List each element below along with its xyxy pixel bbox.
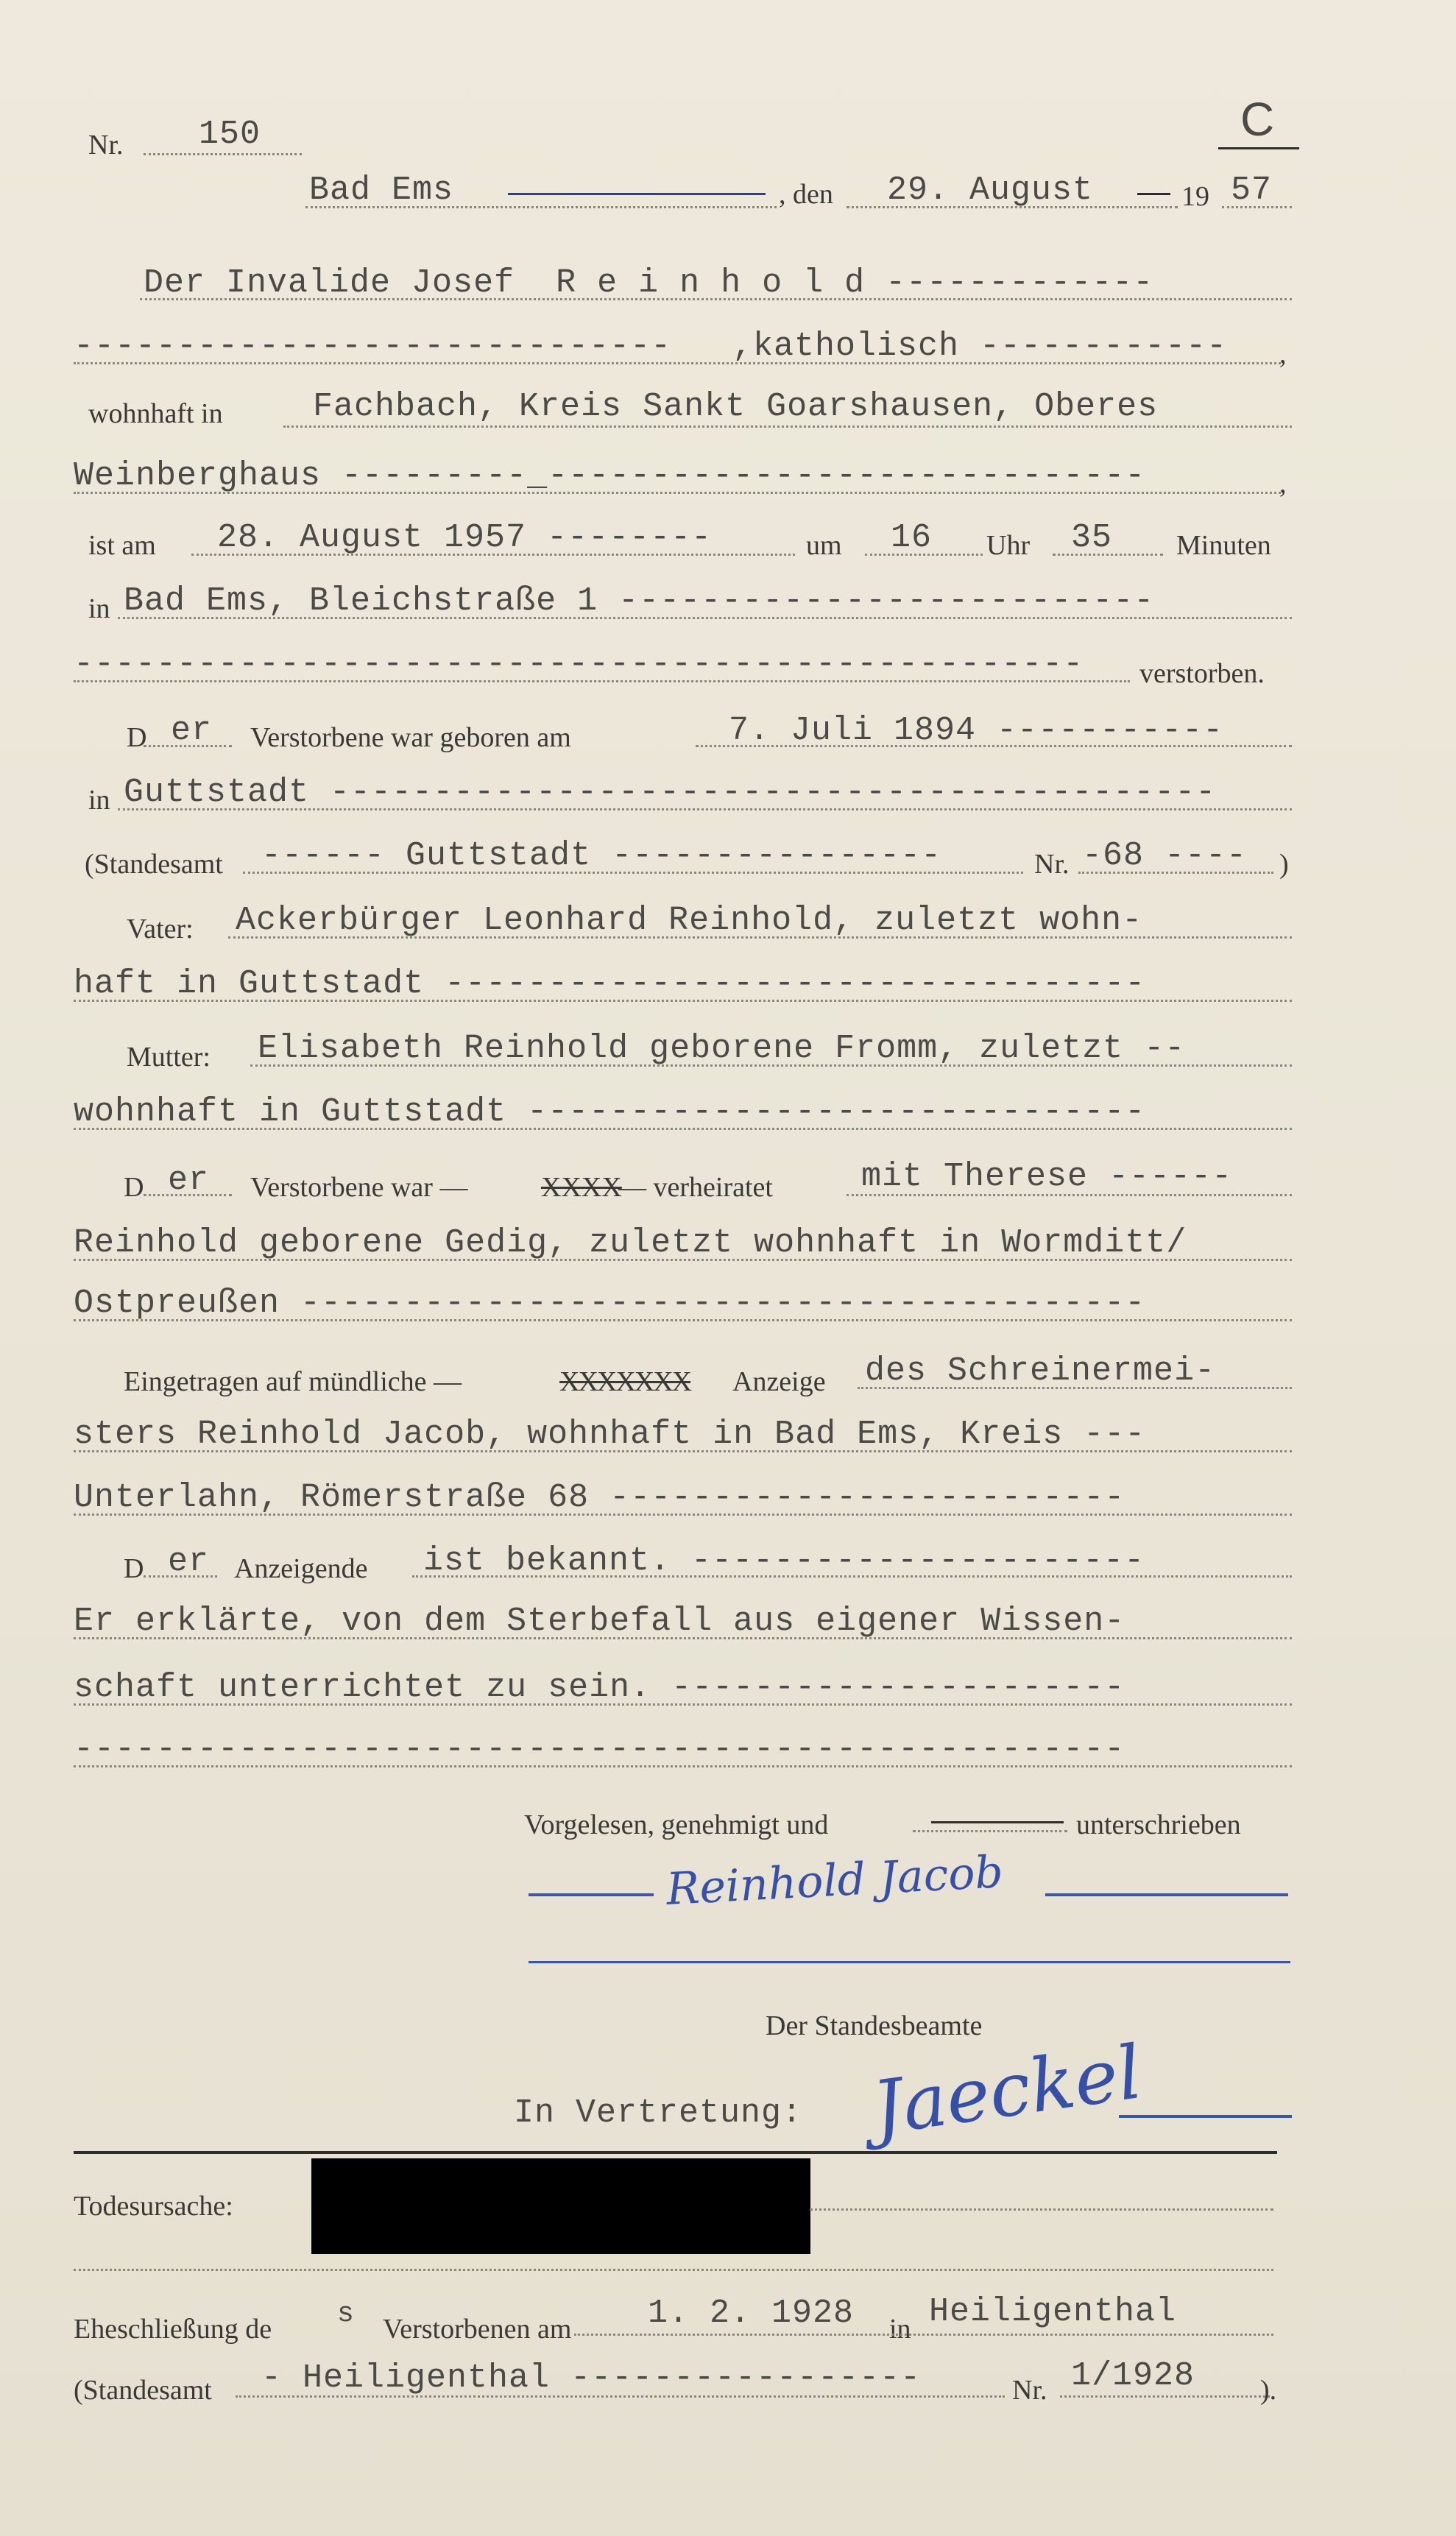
birth-standesamt-label: (Standesamt	[85, 849, 223, 880]
informant-underline-3	[74, 1703, 1292, 1706]
birth-standesamt: ------ Guttstadt ----------------	[261, 837, 942, 875]
marriage-record-date: 1. 2. 1928	[648, 2295, 855, 2332]
informant-line-1: ist bekannt. ----------------------	[423, 1542, 1145, 1580]
death-place-underline	[118, 617, 1292, 619]
birth-place: Guttstadt -------------------------------------------	[124, 774, 1217, 811]
marriage-label-a: Verstorbene war —	[250, 1172, 468, 1203]
letter-underline	[1218, 147, 1299, 149]
place-underline	[305, 206, 777, 208]
spouse-underline-3	[74, 1319, 1292, 1321]
birth-label: Verstorbene war geboren am	[250, 722, 571, 753]
marriage-d-underline	[144, 1194, 232, 1196]
residence-underline-2	[74, 492, 1281, 494]
religion-comma: ,	[1279, 339, 1287, 370]
uhr-label: Uhr	[986, 530, 1031, 561]
registrar-label: Der Standesbeamte	[766, 2010, 983, 2041]
date-dash	[1137, 193, 1170, 195]
marriage-standesamt-label: (Standesamt	[74, 2375, 212, 2406]
father-label: Vater:	[127, 914, 194, 944]
death-date-underline	[191, 554, 795, 556]
year-prefix: 19	[1181, 181, 1209, 212]
religion-underline	[74, 362, 1281, 364]
registration-struck: XXXXXXX	[559, 1366, 691, 1397]
den-label: , den	[779, 179, 833, 210]
year-suffix: 57	[1231, 172, 1273, 209]
spouse-underline-2	[74, 1259, 1292, 1261]
registry-date: 29. August	[887, 172, 1094, 209]
spouse-underline-1	[847, 1194, 1292, 1196]
informant-line-4: ---------------------------------------------------	[74, 1731, 1125, 1768]
death-place-underline-2	[74, 680, 1130, 682]
marriage-record-in: in	[889, 2314, 911, 2345]
read-underline	[913, 1830, 1067, 1832]
father-underline-1	[228, 936, 1292, 939]
informant-underline-4	[74, 1765, 1292, 1767]
father-underline-2	[74, 1000, 1292, 1002]
birth-standesamt-underline	[243, 872, 1023, 874]
marriage-standesamt-underline	[236, 2395, 1005, 2398]
marriage-record-s: s	[337, 2298, 355, 2330]
informant-line-2: Er erklärte, von dem Sterbefall aus eigener Wissen-	[74, 1603, 1125, 1640]
death-minute: 35	[1071, 519, 1113, 557]
birth-close-paren: )	[1279, 849, 1289, 880]
birth-d-suffix: er	[171, 712, 213, 749]
registration-line-2: sters Reinhold Jacob, wohnhaft in Bad Ems, Kreis ---	[74, 1416, 1146, 1453]
marriage-record-label-b: Verstorbenen am	[383, 2314, 572, 2345]
father-line-1: Ackerbürger Leonhard Reinhold, zuletzt wohn-	[236, 902, 1143, 939]
registration-line-1: des Schreinermei-	[865, 1352, 1216, 1390]
birth-nr-underline	[1078, 872, 1273, 874]
date-underline	[847, 206, 1178, 208]
marriage-record-label-a: Eheschließung de	[74, 2314, 272, 2345]
death-place-line-2: -------------------------------------------------	[74, 646, 1084, 683]
signature-line-lower	[529, 1961, 1290, 1963]
signed-label: unterschrieben	[1076, 1809, 1241, 1840]
father-line-2: haft in Guttstadt ----------------------------------	[74, 965, 1146, 1003]
year-underline	[1222, 206, 1292, 208]
birth-d-underline	[144, 745, 232, 747]
residence-comma: ,	[1279, 468, 1287, 499]
residence-line-2: Weinberghaus ---------_-----------------------------	[74, 457, 1146, 495]
marriage-close: ).	[1260, 2375, 1277, 2406]
nr-underline	[144, 153, 302, 155]
signature-line-left	[529, 1893, 654, 1896]
name-underline	[140, 298, 1292, 300]
birth-d-prefix: D	[127, 722, 147, 753]
death-hour: 16	[891, 519, 933, 557]
marriage-record-underline	[574, 2334, 1273, 2336]
read-dash	[931, 1821, 1064, 1823]
death-place-label: in	[88, 593, 110, 624]
religion: ,katholisch ------------	[732, 328, 1228, 365]
registration-underline-1	[858, 1387, 1292, 1389]
informant-line-3: schaft unterrichtet zu sein. ----------------------	[74, 1669, 1125, 1706]
birth-date-underline	[696, 745, 1292, 747]
signature-line-right	[1045, 1893, 1288, 1896]
registration-underline-2	[74, 1450, 1292, 1452]
death-date: 28. August 1957 --------	[217, 519, 713, 557]
registrar-signature-line	[1119, 2115, 1292, 2118]
informant-signature: Reinhold Jacob	[665, 1846, 1005, 1915]
um-label: um	[806, 530, 842, 561]
informant-underline-2	[74, 1637, 1292, 1639]
marriage-nr-label: Nr.	[1012, 2375, 1047, 2406]
residence-underline-1	[283, 425, 1292, 428]
death-place: Bad Ems, Bleichstraße 1 --------------------------	[124, 582, 1155, 620]
informant-underline-1	[412, 1575, 1292, 1578]
registration-label-a: Eingetragen auf mündliche —	[124, 1366, 462, 1397]
registration-line-3: Unterlahn, Römerstraße 68 -------------------------	[74, 1479, 1125, 1516]
mother-underline-1	[250, 1064, 1292, 1067]
marriage-struck: XXXX	[541, 1172, 622, 1203]
minuten-label: Minuten	[1176, 530, 1271, 561]
residence-label: wohnhaft in	[88, 398, 223, 429]
informant-d-prefix: D	[124, 1553, 144, 1584]
residence-line-1: Fachbach, Kreis Sankt Goarshausen, Oberes	[313, 388, 1159, 425]
marriage-d-prefix: D	[124, 1172, 144, 1203]
birth-date: 7. Juli 1894 -----------	[729, 712, 1224, 749]
read-label: Vorgelesen, genehmigt und	[524, 1809, 829, 1840]
mother-label: Mutter:	[127, 1042, 211, 1073]
cause-label: Todesursache:	[74, 2191, 233, 2222]
spouse-line-2: Reinhold geborene Gedig, zuletzt wohnhaft in Wormditt/	[74, 1224, 1187, 1262]
death-date-label: ist am	[88, 530, 156, 561]
nr-label: Nr.	[88, 130, 124, 160]
birth-nr: -68 ----	[1082, 837, 1248, 875]
redaction-block	[311, 2158, 810, 2254]
informant-label: Anzeigende	[234, 1553, 368, 1584]
registration-underline-3	[74, 1514, 1292, 1516]
marriage-record-place: Heiligenthal	[929, 2293, 1177, 2331]
marriage-label-b: — verheiratet	[618, 1172, 773, 1203]
cause-underline	[810, 2208, 1273, 2211]
registration-label-b: Anzeige	[732, 1366, 826, 1397]
cause-underline-2	[74, 2269, 1273, 2271]
marriage-standesamt: - Heiligenthal -----------------	[261, 2359, 922, 2397]
birth-place-label: in	[88, 785, 110, 816]
minute-underline	[1053, 554, 1163, 556]
hour-underline	[865, 554, 983, 556]
marriage-d-suffix: er	[168, 1162, 210, 1199]
mother-line-2: wohnhaft in Guttstadt ------------------------------	[74, 1093, 1146, 1131]
registry-place: Bad Ems	[309, 172, 454, 209]
deputy-label: In Vertretung:	[514, 2094, 803, 2132]
birth-nr-label: Nr.	[1034, 849, 1070, 880]
mother-underline-2	[74, 1128, 1292, 1130]
marriage-nr-underline	[1060, 2395, 1270, 2398]
informant-d-underline	[144, 1575, 217, 1578]
section-divider	[74, 2151, 1277, 2154]
spouse-line-1: mit Therese ------	[861, 1158, 1233, 1195]
registrar-signature: Jaeckel	[867, 2029, 1147, 2152]
record-letter: C	[1240, 93, 1275, 146]
mother-line-1: Elisabeth Reinhold geborene Fromm, zuletzt --	[258, 1030, 1186, 1067]
deceased-name: Der Invalide Josef R e i n h o l d -------------	[144, 264, 1154, 302]
birth-place-underline	[118, 808, 1292, 810]
verstorben-label: verstorben.	[1139, 658, 1265, 689]
marriage-nr: 1/1928	[1071, 2357, 1195, 2395]
informant-d-suffix: er	[168, 1543, 210, 1580]
record-number: 150	[199, 116, 261, 153]
name-line-2: -----------------------------	[74, 328, 672, 365]
spouse-line-3: Ostpreußen -----------------------------------------	[74, 1285, 1146, 1322]
place-strike-line	[508, 193, 766, 195]
